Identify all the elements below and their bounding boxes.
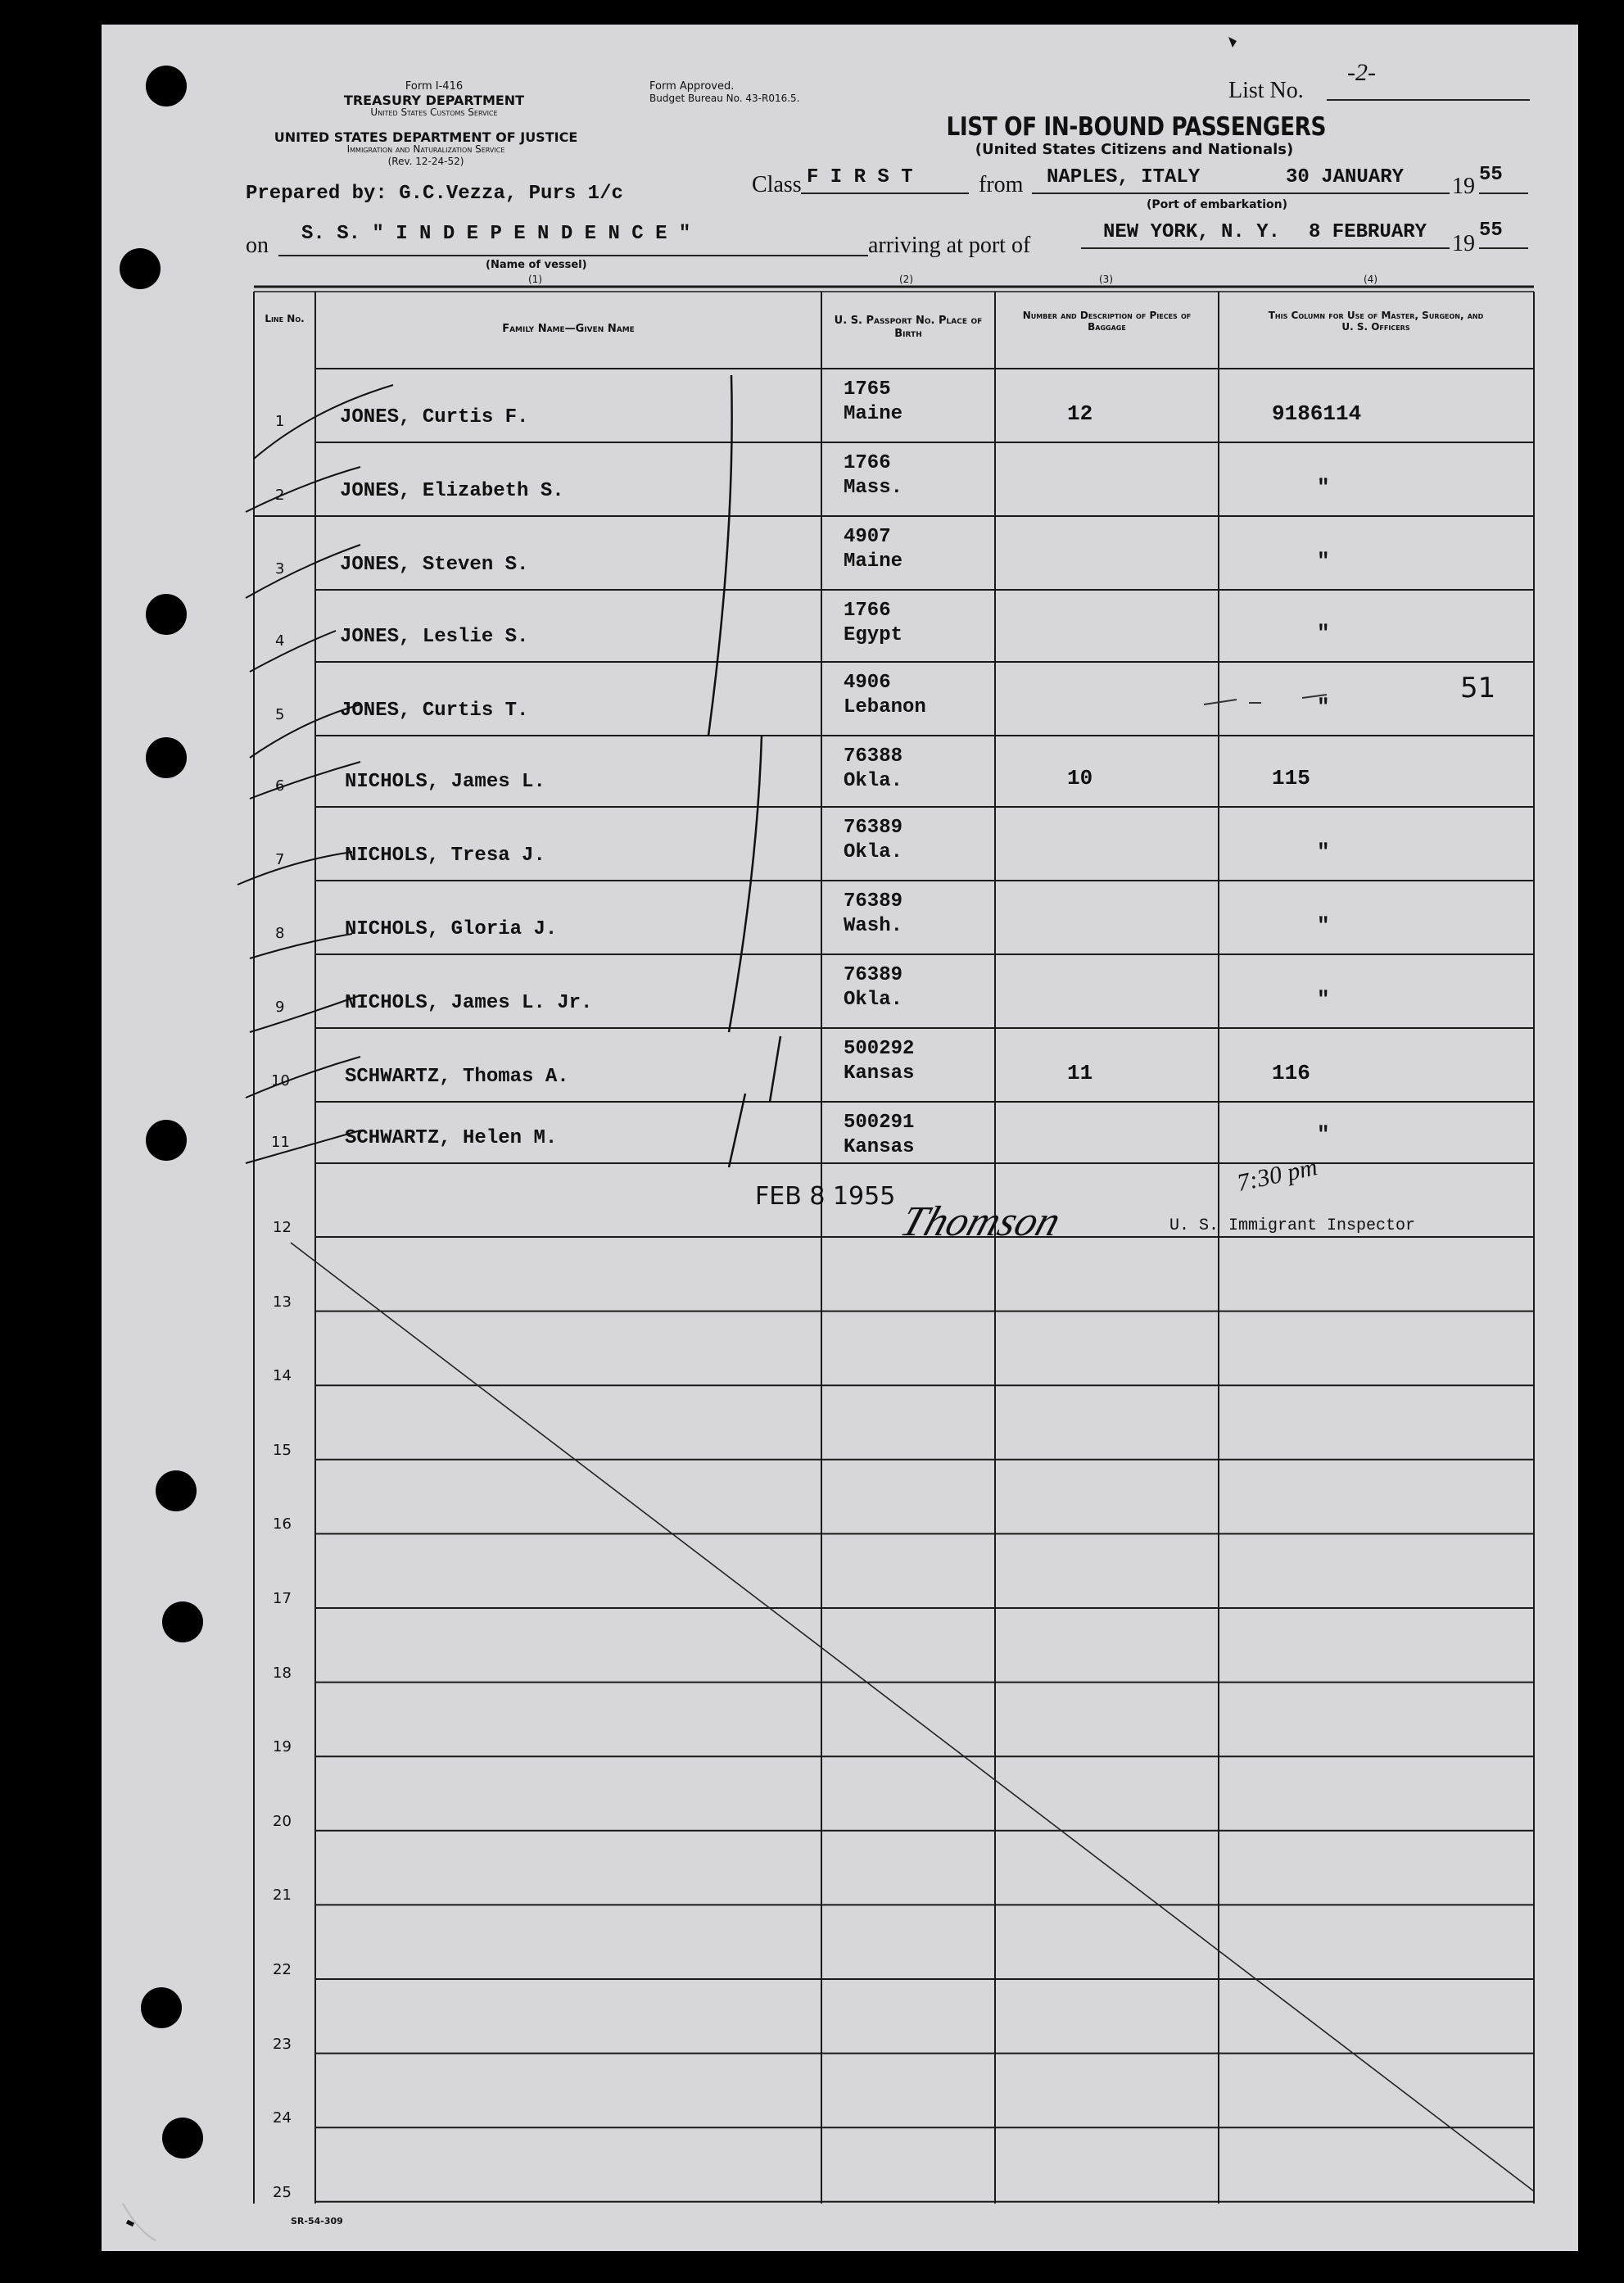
from-label: from: [979, 172, 1024, 197]
row-line-number: 5: [275, 706, 285, 723]
list-no-label: List No.: [1228, 78, 1304, 103]
baggage-count: 12: [1067, 401, 1093, 426]
year-prefix-2: 19: [1452, 231, 1475, 256]
passport-number: 76389: [844, 890, 903, 913]
place-of-birth: Okla.: [844, 841, 903, 863]
place-of-birth: Maine: [844, 403, 903, 425]
place-of-birth: Mass.: [844, 477, 903, 499]
row-line-number: 4: [275, 632, 285, 650]
budget-bureau: Budget Bureau No. 43-R016.5.: [649, 93, 800, 104]
row-line-number: 7: [275, 851, 285, 868]
passport-number: 1766: [844, 600, 891, 622]
baggage-count: 11: [1067, 1061, 1093, 1085]
row-line-number: 9: [275, 999, 285, 1016]
treasury-department: TREASURY DEPARTMENT: [343, 93, 525, 108]
officer-note: ": [1317, 913, 1330, 938]
officer-note: 116: [1272, 1061, 1310, 1085]
place-of-birth: Okla.: [844, 770, 903, 792]
header-line-no: Line No.: [265, 313, 305, 324]
department-of-justice: UNITED STATES DEPARTMENT OF JUSTICE: [274, 129, 578, 145]
officer-note: ": [1317, 549, 1330, 573]
officer-note: ": [1317, 621, 1330, 645]
row-line-number: 1: [275, 413, 285, 430]
row-line-number: 18: [273, 1664, 292, 1682]
header-name: Family Name—Given Name: [502, 323, 635, 335]
passenger-name: SCHWARTZ, Thomas A.: [345, 1066, 569, 1088]
passport-number: 4906: [844, 672, 891, 694]
passenger-name: JONES, Leslie S.: [340, 626, 529, 648]
document-subtitle: (United States Citizens and Nationals): [975, 141, 1294, 158]
officer-note: ": [1317, 475, 1330, 500]
passenger-name: NICHOLS, Gloria J.: [345, 918, 558, 940]
passenger-name: NICHOLS, James L. Jr.: [345, 992, 593, 1014]
arrival-port: NEW YORK, N. Y.: [1103, 221, 1281, 243]
header-baggage: Number and Description of Pieces of Baggage: [1022, 310, 1192, 333]
row-line-number: 12: [273, 1219, 292, 1236]
form-approved: Form Approved.: [649, 80, 735, 93]
row-line-number: 22: [273, 1961, 292, 1978]
place-of-birth: Okla.: [844, 989, 903, 1011]
place-of-birth: Lebanon: [844, 696, 926, 718]
passenger-name: NICHOLS, Tresa J.: [345, 845, 545, 867]
row-line-number: 24: [273, 2109, 292, 2127]
header-officers: This Column for Use of Master, Surgeon, and U. S. Officers: [1268, 310, 1484, 333]
arriving-label: arriving at port of: [868, 233, 1031, 258]
row-line-number: 16: [273, 1515, 292, 1533]
row-line-number: 25: [273, 2183, 292, 2201]
arrival-stamp-date: FEB 8 1955: [755, 1182, 896, 1211]
year-suffix-2: 55: [1479, 220, 1503, 242]
row-line-number: 11: [271, 1134, 290, 1151]
form-footer-code: SR-54-309: [291, 2216, 343, 2226]
column-number-3: (3): [1099, 274, 1113, 285]
officer-note: 9186114: [1272, 401, 1362, 426]
passport-number: 76389: [844, 817, 903, 839]
on-label: on: [246, 233, 269, 258]
year-suffix-1: 55: [1479, 164, 1503, 186]
form-number: Form I-416: [405, 80, 464, 93]
vessel-caption: (Name of vessel): [486, 259, 587, 271]
place-of-birth: Wash.: [844, 915, 903, 937]
year-prefix-1: 19: [1452, 174, 1475, 199]
place-of-birth: Maine: [844, 550, 903, 573]
officer-note: ": [1317, 840, 1330, 864]
row-line-number: 13: [273, 1293, 292, 1311]
row-line-number: 6: [275, 777, 285, 795]
row-line-number: 8: [275, 925, 285, 942]
customs-service: United States Customs Service: [370, 106, 498, 118]
class-value: F I R S T: [807, 166, 913, 188]
passenger-name: JONES, Curtis T.: [340, 700, 529, 722]
passenger-name: JONES, Curtis F.: [340, 406, 529, 428]
row-line-number: 21: [273, 1887, 292, 1905]
row-line-number: 2: [275, 487, 285, 504]
officer-note: ": [1317, 695, 1330, 719]
from-port: NAPLES, ITALY: [1047, 166, 1201, 188]
row-line-number: 14: [273, 1367, 292, 1385]
vessel-name: S. S. " I N D E P E N D E N C E ": [301, 223, 691, 245]
baggage-count: 10: [1067, 766, 1093, 790]
passport-number: 500292: [844, 1038, 915, 1060]
from-date: 30 JANUARY: [1286, 166, 1405, 188]
port-embark-caption: (Port of embarkation): [1147, 198, 1288, 211]
officer-note: ": [1317, 987, 1330, 1012]
row-line-number: 10: [271, 1072, 290, 1089]
arrival-date: 8 FEBRUARY: [1309, 221, 1427, 243]
passenger-name: NICHOLS, James L.: [345, 771, 545, 793]
passenger-name: JONES, Steven S.: [340, 554, 529, 576]
header-passport: U. S. Passport No. Place of Birth: [834, 315, 983, 340]
row-line-number: 17: [273, 1590, 292, 1607]
passenger-name: JONES, Elizabeth S.: [340, 480, 564, 502]
passport-number: 76389: [844, 964, 903, 986]
place-of-birth: Kansas: [844, 1062, 915, 1085]
passport-number: 76388: [844, 745, 903, 768]
row-line-number: 20: [273, 1812, 292, 1830]
row-line-number: 23: [273, 2035, 292, 2053]
column-number-2: (2): [899, 274, 913, 285]
passenger-name: SCHWARTZ, Helen M.: [345, 1127, 558, 1149]
inspector-signature: Thomson: [894, 1198, 1066, 1245]
officer-note: 115: [1272, 766, 1310, 790]
row-line-number: 3: [275, 560, 285, 578]
place-of-birth: Egypt: [844, 624, 903, 646]
document-title: LIST OF IN-BOUND PASSENGERS: [946, 112, 1327, 142]
list-no-value: -2-: [1347, 59, 1376, 86]
class-label: Class: [752, 172, 802, 197]
place-of-birth: Kansas: [844, 1136, 915, 1158]
prepared-by: Prepared by: G.C.Vezza, Purs 1/c: [246, 183, 623, 205]
time-note: 7:30 pm: [1234, 1153, 1320, 1197]
passport-number: 500291: [844, 1112, 915, 1134]
column-number-1: (1): [528, 274, 542, 285]
passport-number: 1766: [844, 452, 891, 474]
officer-note: ": [1317, 1122, 1330, 1147]
row-line-number: 19: [273, 1738, 292, 1756]
ins-label: Immigration and Naturalization Service: [346, 143, 505, 155]
passport-number: 4907: [844, 526, 891, 548]
passport-number: 1765: [844, 378, 891, 401]
margin-number: 51: [1460, 672, 1496, 704]
column-number-4: (4): [1364, 274, 1377, 285]
inspector-title: U. S. Immigrant Inspector: [1169, 1216, 1416, 1235]
revision-date: (Rev. 12-24-52): [387, 156, 464, 167]
row-line-number: 15: [273, 1441, 292, 1459]
